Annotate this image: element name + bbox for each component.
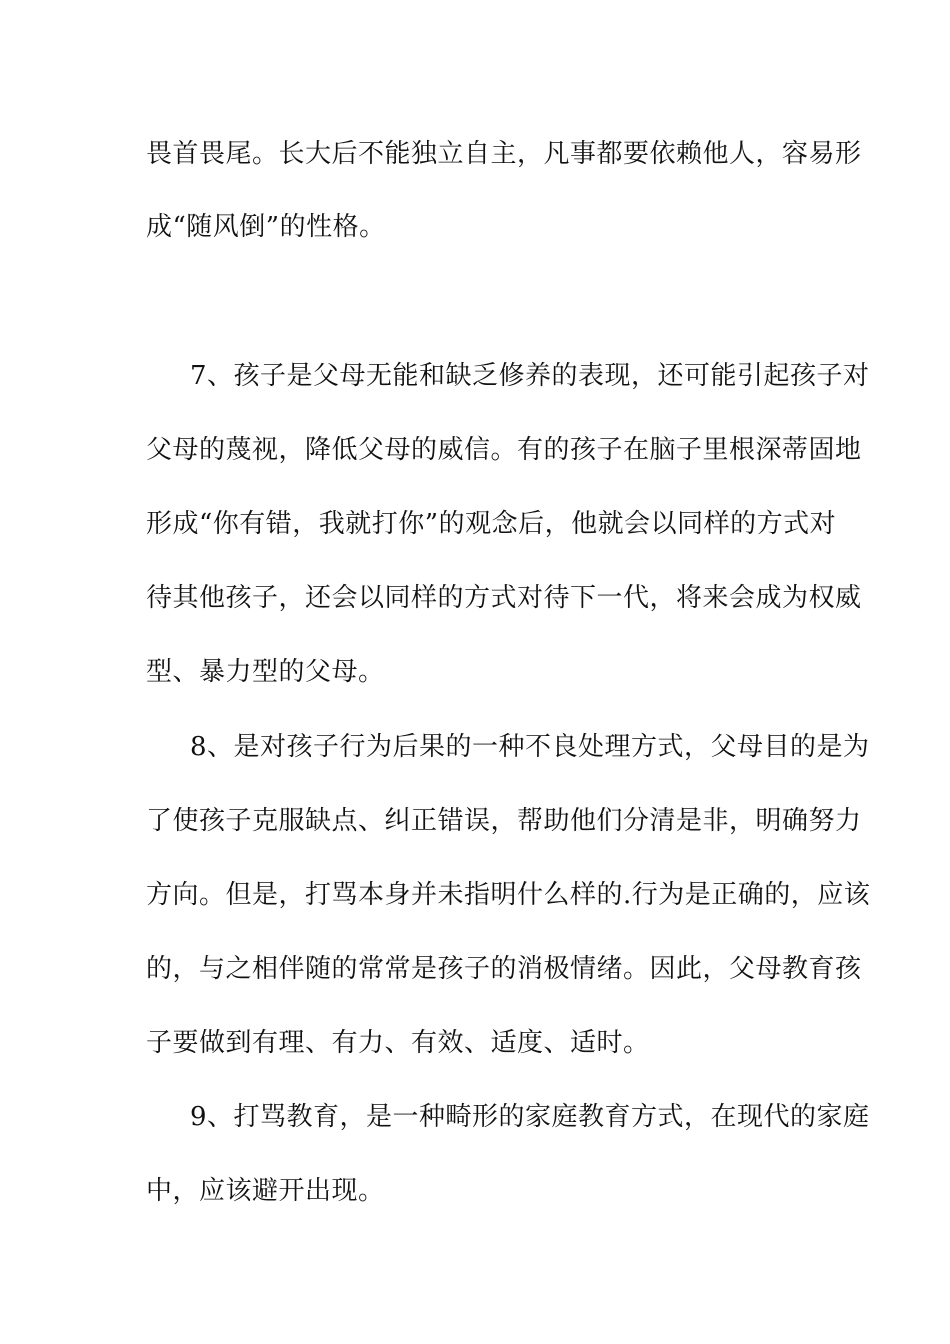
text-line-9: 了使孩子克服缺点、纠正错误，帮助他们分清是非，明确努力 (146, 806, 862, 836)
text-line-14: 中，应该避开出现。 (146, 1176, 385, 1206)
text-line-7: 型、暴力型的父母。 (146, 657, 385, 687)
text-line-8: 8、是对孩子行为后果的一种不良处理方式，父母目的是为 (190, 732, 870, 762)
text-line-5: 形成“你有错，我就打你”的观念后，他就会以同样的方式对 (146, 509, 837, 539)
text-line-2: 成“随风倒”的性格。 (146, 212, 386, 242)
text-line-13: 9、打骂教育，是一种畸形的家庭教育方式，在现代的家庭 (190, 1102, 870, 1132)
text-line-3: 7、孩子是父母无能和缺乏修养的表现，还可能引起孩子对 (190, 361, 870, 391)
text-line-10: 方向。但是，打骂本身并未指明什么样的.行为是正确的，应该 (146, 880, 871, 910)
text-line-12: 子要做到有理、有力、有效、适度、适时。 (146, 1028, 650, 1058)
text-line-6: 待其他孩子，还会以同样的方式对待下一代，将来会成为权威 (146, 583, 862, 613)
text-line-11: 的，与之相伴随的常常是孩子的消极情绪。因此，父母教育孩 (146, 954, 862, 984)
text-line-1: 畏首畏尾。长大后不能独立自主，凡事都要依赖他人，容易形 (146, 139, 862, 169)
text-line-4: 父母的蔑视，降低父母的威信。有的孩子在脑子里根深蒂固地 (146, 435, 862, 465)
